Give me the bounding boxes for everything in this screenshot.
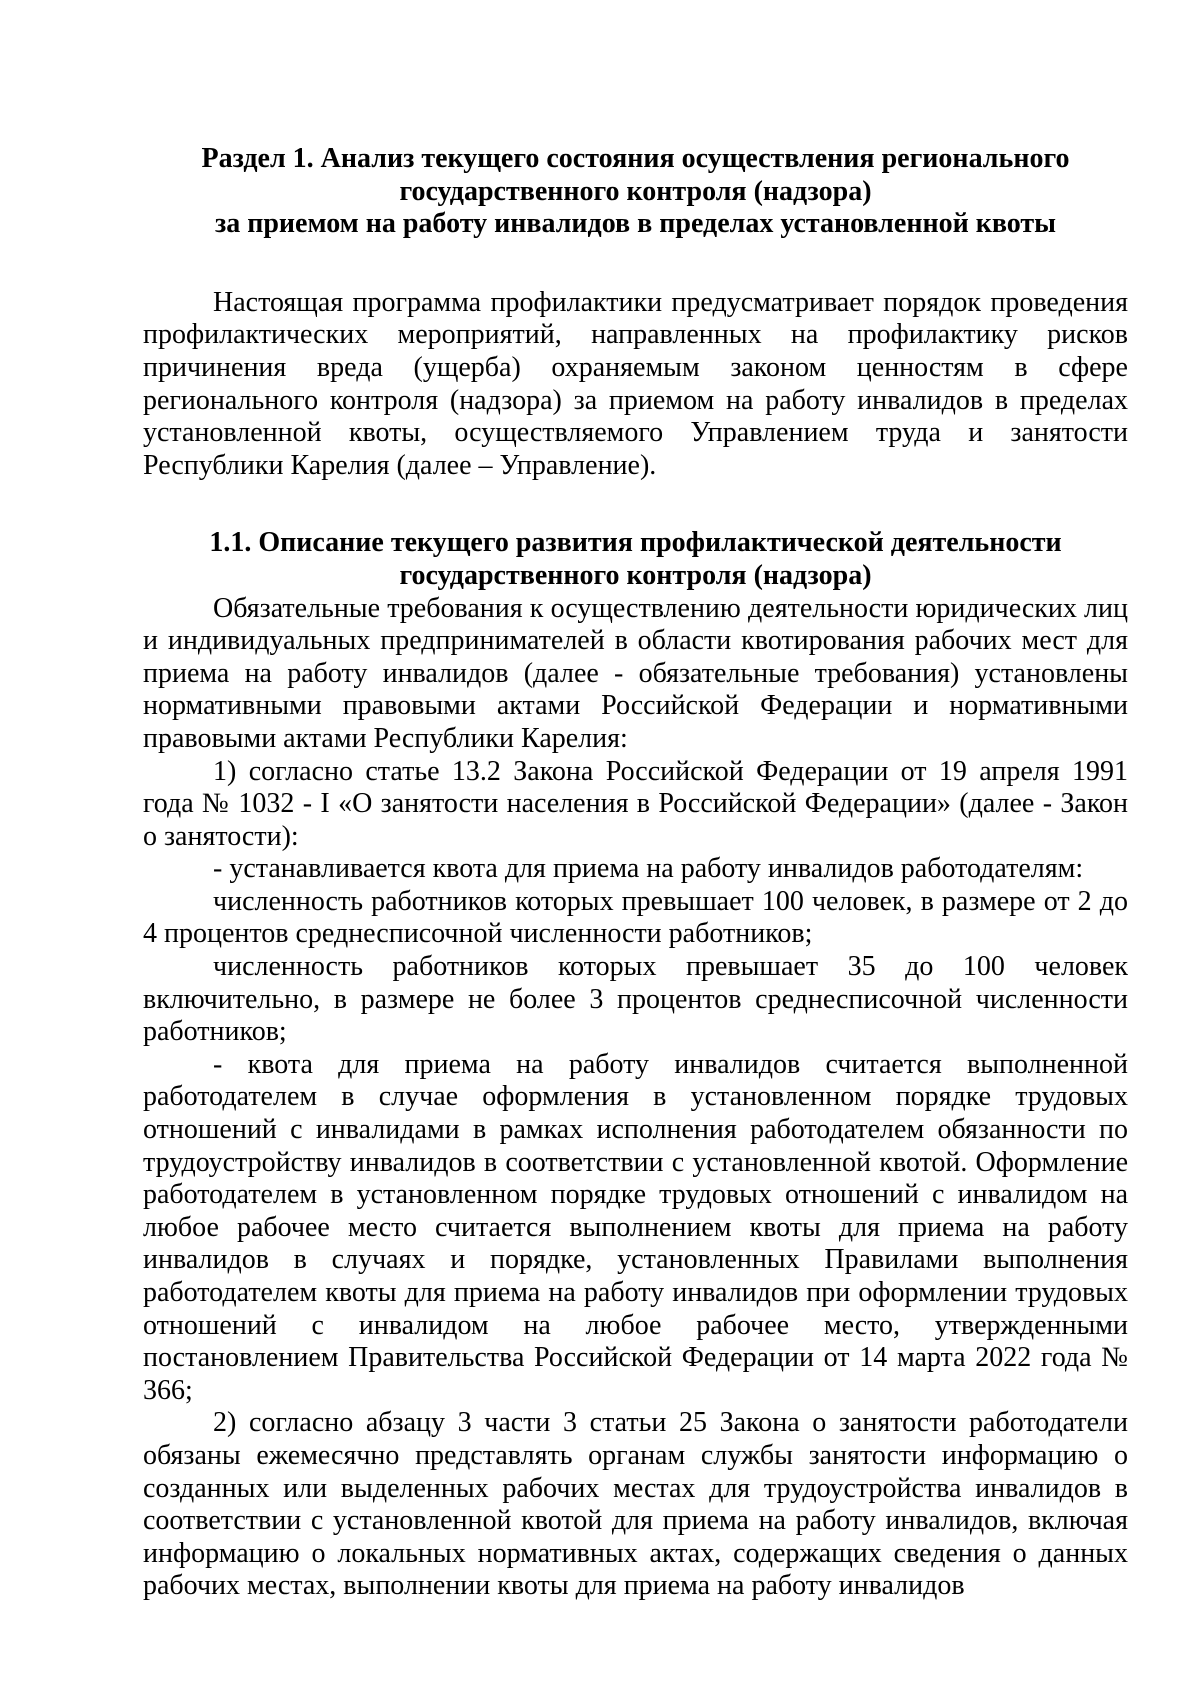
intro-paragraph: Настоящая программа профилактики предусматривает порядок проведения профилактических мероприятий, направленных на профилактику рисков причинения вреда (ущерба) охраняемым законом ценностям в сфере регионального контроля (надзора) за приемом на работу инвалидов в пределах установленной квоты, осуществляемого Управлением труда и занятости Республики Карелия (далее – Управление). (143, 286, 1128, 481)
section-1-heading-line-1: Раздел 1. Анализ текущего состояния осуществления регионального (201, 143, 1070, 174)
section-1-1-heading-line-1: 1.1. Описание текущего развития профилактической деятельности (209, 527, 1062, 559)
section-1-heading-line-2: государственного контроля (надзора) (399, 175, 872, 207)
document-page (143, 143, 1128, 1603)
spacer (143, 241, 1128, 287)
section-1-1-heading-line-2: государственного контроля (надзора) (399, 559, 872, 591)
section-1-heading (143, 143, 1128, 241)
quota-35-to-100-item: численность работников которых превышает 35 до 100 человек включительно, в размере не более 3 процентов среднесписочной численности работников; (143, 951, 1128, 1048)
section-1-heading-line-3: за приемом на работу инвалидов в пределах установленной квоты (214, 208, 1057, 240)
quota-established-item: - устанавливается квота для приема на работу инвалидов работодателям: (213, 853, 1084, 885)
quota-fulfilled-item: - квота для приема на работу инвалидов считается выполненной работодателем в случае оформления в установленном порядке трудовых отношений с инвалидами в рамках исполнения работодателем обязанности по трудоустройству инвалидов в соответствии с установленной квотой. Оформление работодателем в установленном порядке трудовых отношений с инвалидом на любое рабочее место считается выполнением квоты для приема на работу инвалидов в случаях и порядке, установленных Правилами выполнения работодателем квоты для приема на работу инвалидов при оформлении трудовых отношений с инвалидом на любое рабочее место, утвержденными постановлением Правительства Российской Федерации от 14 марта 2022 года № 366; (143, 1048, 1128, 1406)
spacer (143, 482, 1128, 527)
law-25-paragraph: 2) согласно абзацу 3 части 3 статьи 25 Закона о занятости работодатели обязаны ежемесячно представлять органам службы занятости информацию о созданных или выделенных рабочих местах для трудоустройства инвалидов в соответствии с установленной квотой для приема на работу инвалидов, включая информацию о локальных нормативных актах, содержащих сведения о данных рабочих местах, выполнении квоты для приема на работу инвалидов (143, 1407, 1128, 1602)
requirements-paragraph: Обязательные требования к осуществлению деятельности юридических лиц и индивидуальных предпринимателей в области квотирования рабочих мест для приема на работу инвалидов (далее - обязательные требования) установлены нормативными правовыми актами Российской Федерации и нормативными правовыми актами Республики Карелия: (143, 592, 1128, 754)
quota-over-100-item: численность работников которых превышает 100 человек, в размере от 2 до 4 процентов среднесписочной численности работников; (143, 885, 1128, 950)
law-13-2-paragraph: 1) согласно статье 13.2 Закона Российской Федерации от 19 апреля 1991 года № 1032 - I «О занятости населения в Российской Федерации» (далее - Закон о занятости): (143, 755, 1128, 852)
section-1-1-heading (143, 527, 1128, 592)
